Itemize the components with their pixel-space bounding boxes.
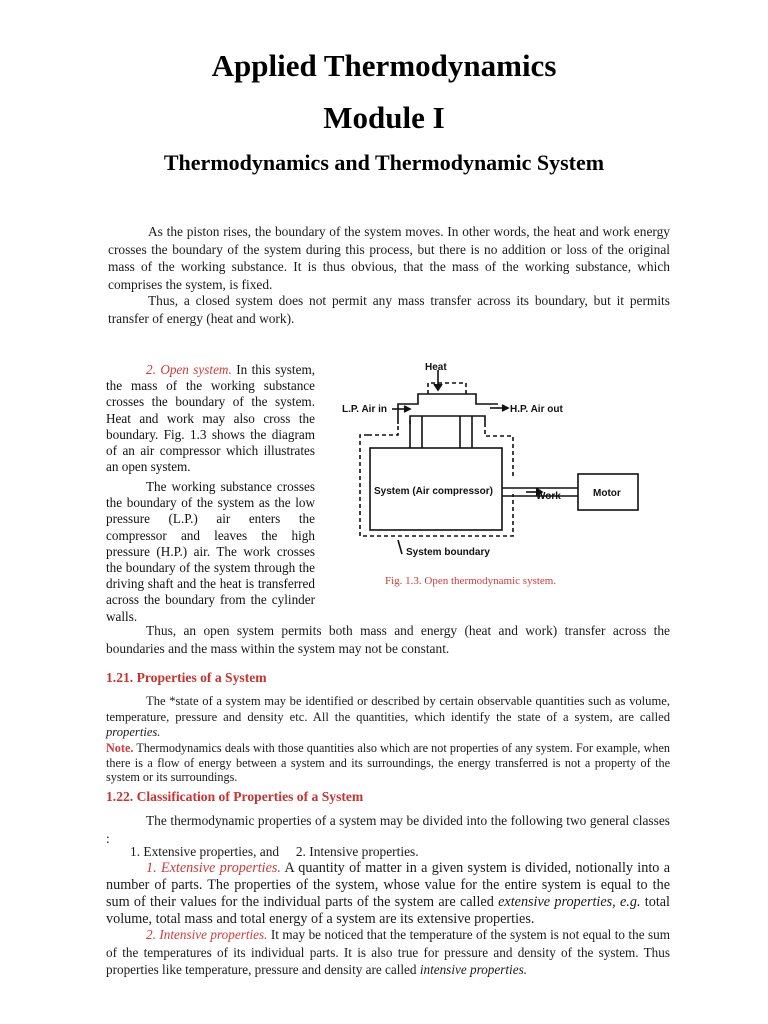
extensive-tail: total volume, total mass and total energy of a system are its extensive properties. [106, 894, 670, 927]
extensive-text: A quantity of matter in a given system is divided, notionally into a number of parts. The properties of the system, whose value for the entire system is equal to the sum of their values for the individual parts of the system are called [106, 860, 670, 910]
note-label: Note. [106, 741, 134, 755]
system-label: System (Air compressor) [374, 486, 493, 497]
extensive-eg: , e.g. [612, 894, 641, 910]
extensive-paragraph [106, 860, 670, 928]
document-subtitle: Thermodynamics and Thermodynamic System [163, 150, 605, 175]
module-heading: Module I [323, 100, 445, 135]
extensive-label: 1. Extensive properties. [146, 860, 281, 876]
work-label: Work [536, 491, 561, 502]
intro-paragraph-1: As the piston rises, the boundary of the system moves. In other words, the heat and work energy crosses the boundary of the system during this process, but there is no addition or loss of the original mass of the working substance. It is thus obvious, that the mass of the working substance, which comprises the system, is fixed. [108, 224, 670, 292]
properties-term: properties. [106, 725, 161, 740]
classification-list: 1. Extensive properties, and 2. Intensive properties. [130, 844, 419, 859]
heat-label: Heat [425, 362, 447, 373]
note-paragraph [106, 741, 670, 785]
document-title: Applied Thermodynamics [211, 48, 557, 83]
lp-air-in-label: L.P. Air in [342, 404, 388, 415]
open-system-text: In this system, the mass of the working substance crosses the boundary of the system. Heat and work may also cross the boundary. Fig. 1.3 shows the diagram of an air compressor which illustrates an open system. [106, 362, 315, 475]
open-system-summary: Thus, an open system permits both mass and energy (heat and work) transfer across the boundaries and the mass within the system may not be constant. [106, 623, 670, 656]
section-1-21-heading: 1.21. Properties of a System [106, 670, 267, 685]
intensive-term: intensive properties. [419, 962, 527, 977]
intensive-paragraph [106, 926, 670, 979]
intensive-text: It may be noticed that the temperature of the system is not equal to the sum of the temperatures of its individual parts. It is also true for pressure and density of the system. Thus properties like temperature, pressure and density are called [106, 927, 670, 977]
open-system-paragraph [106, 362, 315, 475]
intensive-label: 2. Intensive properties. [146, 927, 268, 942]
motor-label: Motor [593, 488, 621, 499]
note-text: Thermodynamics deals with those quantities also which are not properties of any system. For example, when there is a flow of energy between a system and its surroundings, the energy transferred is not a property of the system or its surroundings. [106, 741, 670, 784]
section-1-22-heading: 1.22. Classification of Properties of a System [106, 789, 364, 804]
intro-paragraph-2: Thus, a closed system does not permit any mass transfer across its boundary, but it permits transfer of energy (heat and work). [108, 293, 670, 326]
properties-text: The *state of a system may be identified or described by certain observable quantities such as volume, temperature, pressure and density etc. All the quantities, which identify the state of a system, are called [106, 694, 670, 724]
figure-caption: Fig. 1.3. Open thermodynamic system. [385, 575, 557, 587]
system-boundary-label: System boundary [406, 547, 490, 558]
hp-air-out-label: H.P. Air out [510, 404, 563, 415]
extensive-term: extensive properties [498, 894, 613, 910]
working-substance-paragraph: The working substance crosses the boundary of the system as the low pressure (L.P.) air enters the compressor and leaves the high pressure (H.P.) air. The work crosses the boundary of the system through the driving shaft and the heat is transferred across the boundary from the cylinder walls. [106, 479, 315, 624]
classification-paragraph: The thermodynamic properties of a system may be divided into the following two general classes : [106, 813, 670, 846]
properties-paragraph [106, 694, 670, 741]
open-system-label: 2. Open system. [146, 362, 232, 377]
open-system-figure [330, 356, 660, 596]
